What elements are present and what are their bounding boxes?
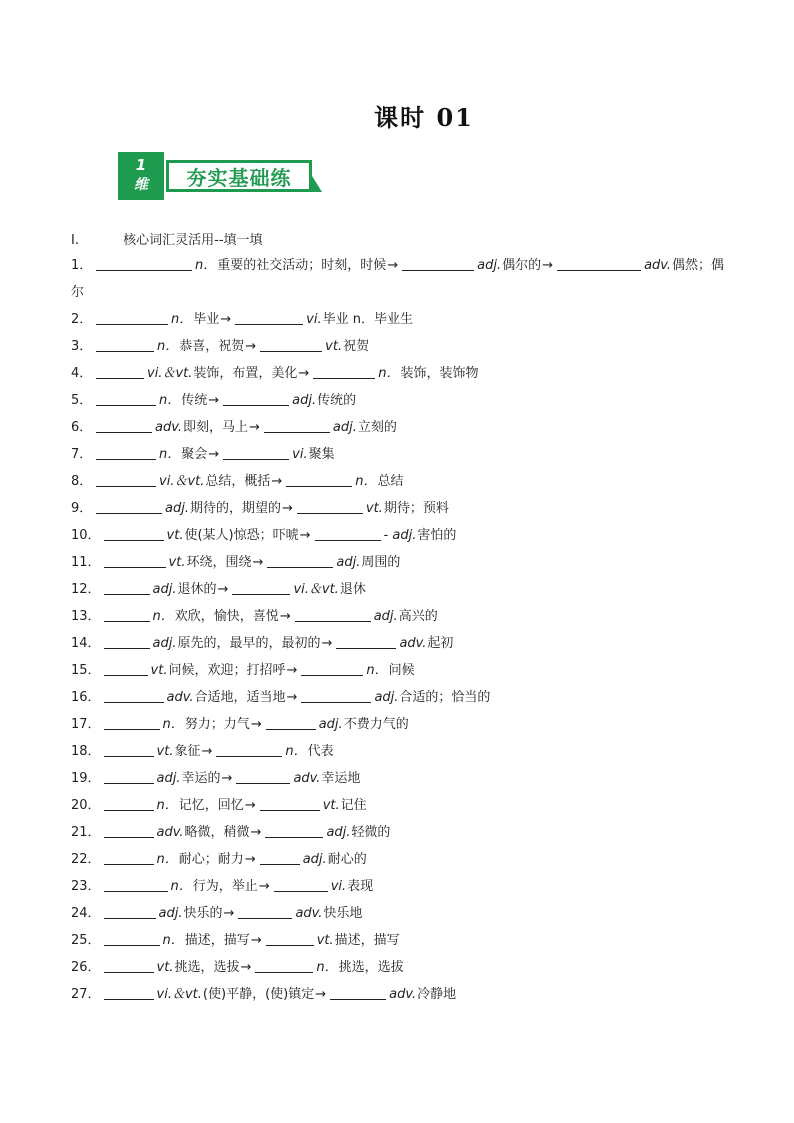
page-title: 课时 01 (374, 103, 474, 132)
part-of-speech: adv. (295, 906, 323, 921)
definition-text: 偶尔的 (502, 258, 542, 273)
part-of-speech: vi.＆vt. (156, 987, 202, 1002)
part-of-speech: n． (366, 663, 388, 678)
badge-level (118, 152, 164, 200)
definition-text: 表现 (347, 879, 374, 894)
exercise-row (71, 792, 731, 819)
definition-text: 环绕，围绕 (186, 555, 252, 570)
answer-blank[interactable] (238, 904, 292, 919)
row-number: 10． (71, 528, 101, 543)
arrow-icon: → (315, 987, 327, 1002)
row-number: 20． (71, 798, 101, 813)
badge-banner (166, 160, 312, 192)
row-number: 4． (71, 366, 93, 381)
definition-text: 代表 (307, 744, 334, 759)
section-heading (71, 229, 263, 248)
part-of-speech: adj. (302, 852, 327, 867)
definition-text: 快乐地 (323, 906, 363, 921)
answer-blank[interactable] (266, 715, 316, 730)
answer-blank[interactable] (104, 823, 154, 838)
definition-text: 描述，描写 (334, 933, 400, 948)
arrow-icon: → (249, 420, 260, 435)
arrow-icon: → (258, 879, 270, 894)
definition-text: 问候 (388, 663, 415, 678)
definition-text: 周围的 (361, 555, 401, 570)
answer-blank[interactable] (266, 931, 314, 946)
answer-blank[interactable] (104, 850, 154, 865)
exercise-row (71, 981, 731, 1008)
exercise-row (71, 495, 731, 522)
answer-blank[interactable] (223, 445, 289, 460)
part-of-speech: adv. (293, 771, 321, 786)
exercise-row (71, 549, 731, 576)
answer-blank[interactable] (264, 418, 330, 433)
part-of-speech: vt. (322, 798, 340, 813)
answer-blank[interactable] (96, 256, 192, 271)
answer-blank[interactable] (265, 823, 323, 838)
part-of-speech: adv. (389, 987, 417, 1002)
definition-text: 记忆，回忆 (178, 798, 244, 813)
definition-text: 聚集 (308, 447, 335, 462)
exercise-row (71, 522, 731, 549)
part-of-speech: adj. (158, 906, 183, 921)
definition-text: 原先的，最早的，最初的 (177, 636, 321, 651)
part-of-speech: vt. (150, 663, 168, 678)
row-number: 3． (71, 339, 93, 354)
definition-text: 问候，欢迎；打招呼 (168, 663, 286, 678)
row-number: 15． (71, 663, 101, 678)
row-number: 5． (71, 393, 93, 408)
answer-blank[interactable] (260, 850, 300, 865)
answer-blank[interactable] (104, 634, 150, 649)
arrow-icon: → (208, 447, 220, 462)
definition-text: 装饰，布置，美化 (193, 366, 298, 381)
definition-text: 恭喜，祝贺 (179, 339, 245, 354)
arrow-icon: → (542, 258, 554, 273)
answer-blank[interactable] (235, 310, 303, 325)
definition-text: 高兴的 (398, 609, 438, 624)
arrow-icon: → (217, 582, 229, 597)
definition-text: 合适地，适当地 (194, 690, 286, 705)
part-of-speech: vt. (325, 339, 343, 354)
row-number: 1． (71, 258, 93, 273)
definition-text: 总结 (377, 474, 404, 489)
definition-text: 聚会 (181, 447, 208, 462)
part-of-speech: adj. (332, 420, 357, 435)
row-number: 24． (71, 906, 101, 921)
definition-text: 毕业 (193, 312, 220, 327)
definition-text: 耐心的 (327, 852, 367, 867)
arrow-icon: → (245, 339, 257, 354)
answer-blank[interactable] (96, 418, 152, 433)
definition-text: 害怕的 (417, 528, 457, 543)
answer-blank[interactable] (104, 931, 160, 946)
answer-blank[interactable] (330, 985, 386, 1000)
part-of-speech: n． (170, 879, 192, 894)
badge-char: 维 (134, 176, 148, 193)
answer-blank[interactable] (104, 769, 154, 784)
definition-text: 祝贺 (343, 339, 370, 354)
answer-blank[interactable] (286, 472, 352, 487)
answer-blank[interactable] (96, 364, 144, 379)
answer-blank[interactable] (96, 337, 154, 352)
answer-blank[interactable] (402, 256, 474, 271)
part-of-speech: vi. (292, 447, 308, 462)
part-of-speech: vt. (316, 933, 334, 948)
definition-text: 不费力气的 (343, 717, 409, 732)
exercise-row (71, 360, 731, 387)
row-number: 12． (71, 582, 101, 597)
row-number: 14． (71, 636, 101, 651)
definition-text: 快乐的 (183, 906, 223, 921)
part-of-speech: vi. (330, 879, 347, 894)
part-of-speech: adv. (156, 825, 184, 840)
answer-blank[interactable] (104, 661, 148, 676)
exercise-row (71, 954, 731, 981)
row-number: 19． (71, 771, 101, 786)
answer-blank[interactable] (104, 796, 154, 811)
part-of-speech: vt. (166, 528, 184, 543)
part-of-speech: adj. (326, 825, 351, 840)
answer-blank[interactable] (96, 499, 162, 514)
part-of-speech: vt. (168, 555, 186, 570)
arrow-icon: → (250, 825, 262, 840)
exercise-row (71, 414, 731, 441)
answer-blank[interactable] (301, 688, 371, 703)
exercise-row (71, 738, 731, 765)
arrow-icon: → (321, 636, 333, 651)
definition-text: 传统 (181, 393, 208, 408)
part-of-speech: adj. (318, 717, 343, 732)
part-of-speech: n． (285, 744, 307, 759)
exercise-row (71, 468, 731, 495)
part-of-speech: vi.＆vt. (293, 582, 339, 597)
arrow-icon: → (286, 663, 298, 678)
part-of-speech: vt. (156, 744, 174, 759)
exercise-row (71, 765, 731, 792)
row-number: 16． (71, 690, 101, 705)
answer-blank[interactable] (313, 364, 375, 379)
answer-blank[interactable] (96, 391, 156, 406)
row-number: 25． (71, 933, 101, 948)
definition-text: 略微，稍微 (184, 825, 250, 840)
part-of-speech: n． (355, 474, 377, 489)
row-number: 26． (71, 960, 101, 975)
exercise-row (71, 846, 731, 873)
answer-blank[interactable] (96, 445, 156, 460)
part-of-speech: n． (159, 393, 181, 408)
row-number: 8． (71, 474, 93, 489)
part-of-speech: n． (156, 798, 178, 813)
part-of-speech: - adj. (383, 528, 417, 543)
definition-text: 行为，举止 (192, 879, 258, 894)
row-number: 22． (71, 852, 101, 867)
row-number: 21． (71, 825, 101, 840)
arrow-icon: → (250, 717, 262, 732)
definition-text: 耐心；耐力 (178, 852, 244, 867)
definition-text: 挑选，选拔 (338, 960, 404, 975)
exercise-row (71, 819, 731, 846)
answer-blank[interactable] (301, 661, 363, 676)
section-label: 核心词汇灵活用--填一填 (123, 233, 263, 248)
answer-blank[interactable] (260, 337, 322, 352)
answer-blank[interactable] (104, 580, 150, 595)
arrow-icon: → (244, 852, 256, 867)
definition-text: 挑选，选拔 (174, 960, 240, 975)
answer-blank[interactable] (297, 499, 363, 514)
part-of-speech: n． (316, 960, 338, 975)
definition-text: 装饰，装饰物 (400, 366, 479, 381)
part-of-speech: vi. (306, 312, 322, 327)
part-of-speech: n． (162, 933, 184, 948)
answer-blank[interactable] (255, 958, 313, 973)
answer-blank[interactable] (216, 742, 282, 757)
answer-blank[interactable] (104, 742, 154, 757)
part-of-speech: adj. (336, 555, 361, 570)
badge-number: 1 (135, 156, 147, 174)
answer-blank[interactable] (104, 958, 154, 973)
part-of-speech: adj. (374, 690, 399, 705)
part-of-speech: n． (159, 447, 181, 462)
answer-blank[interactable] (104, 526, 164, 541)
definition-text: 退休的 (177, 582, 217, 597)
definition-text: 即刻，马上 (182, 420, 248, 435)
part-of-speech: vt. (156, 960, 174, 975)
answer-blank[interactable] (336, 634, 396, 649)
exercise-row (71, 333, 731, 360)
answer-blank[interactable] (104, 553, 166, 568)
arrow-icon: → (387, 258, 399, 273)
exercise-row (71, 387, 731, 414)
part-of-speech: adj. (165, 501, 189, 516)
arrow-icon: → (220, 312, 232, 327)
section-number: I. (71, 233, 79, 248)
answer-blank[interactable] (104, 904, 156, 919)
part-of-speech: adv. (155, 420, 182, 435)
definition-text: 偶然；偶尔 (71, 258, 725, 300)
definition-text: 欢欣，愉快，喜悦 (174, 609, 279, 624)
arrow-icon: → (201, 744, 213, 759)
arrow-icon: → (281, 501, 293, 516)
arrow-icon: → (240, 960, 252, 975)
answer-blank[interactable] (96, 472, 156, 487)
row-number: 13． (71, 609, 101, 624)
exercise-row (71, 441, 731, 468)
answer-blank[interactable] (104, 985, 154, 1000)
part-of-speech: adv. (399, 636, 427, 651)
part-of-speech: n． (195, 258, 217, 273)
row-number: 11． (71, 555, 101, 570)
part-of-speech: adv. (644, 258, 672, 273)
exercise-row (71, 873, 731, 900)
part-of-speech: adv. (166, 690, 194, 705)
arrow-icon: → (244, 798, 256, 813)
definition-text: 重要的社交活动；时刻，时候 (217, 258, 387, 273)
definition-text: 轻微的 (351, 825, 391, 840)
definition-text: 期待的，期望的 (189, 501, 281, 516)
part-of-speech: n． (157, 339, 179, 354)
part-of-speech: vt. (365, 501, 383, 516)
definition-text: (使)平静，(使)镇定 (202, 987, 315, 1002)
arrow-icon: → (250, 933, 262, 948)
row-number: 9． (71, 501, 93, 516)
arrow-icon: → (223, 906, 235, 921)
answer-blank[interactable] (557, 256, 641, 271)
answer-blank[interactable] (236, 769, 290, 784)
arrow-icon: → (221, 771, 233, 786)
arrow-icon: → (208, 393, 220, 408)
arrow-icon: → (271, 474, 283, 489)
section-badge (118, 152, 318, 200)
part-of-speech: vi.＆vt. (147, 366, 193, 381)
part-of-speech: adj. (152, 582, 177, 597)
answer-blank[interactable] (274, 877, 328, 892)
definition-text: 起初 (427, 636, 454, 651)
arrow-icon: → (252, 555, 264, 570)
definition-text: 退休 (339, 582, 366, 597)
part-of-speech: n． (378, 366, 400, 381)
exercise-row (71, 657, 731, 684)
definition-text: 使(某人)惊恐；吓唬 (184, 528, 299, 543)
definition-text: 冷静地 (417, 987, 457, 1002)
answer-blank[interactable] (104, 715, 160, 730)
part-of-speech: adj. (156, 771, 181, 786)
answer-blank[interactable] (260, 796, 320, 811)
definition-text: 立刻的 (357, 420, 397, 435)
part-of-speech: adj. (373, 609, 398, 624)
part-of-speech: n． (162, 717, 184, 732)
badge-corner-icon (312, 176, 322, 192)
answer-blank[interactable] (96, 310, 168, 325)
row-number: 6． (71, 420, 93, 435)
exercise-row (71, 576, 731, 603)
arrow-icon: → (279, 609, 291, 624)
row-number: 23． (71, 879, 101, 894)
row-number: 7． (71, 447, 93, 462)
definition-text: 期待；预料 (383, 501, 449, 516)
definition-text: 描述，描写 (184, 933, 250, 948)
exercise-row (71, 252, 731, 306)
exercise-row (71, 630, 731, 657)
row-number: 18． (71, 744, 101, 759)
exercise-row (71, 927, 731, 954)
answer-blank[interactable] (267, 553, 333, 568)
answer-blank[interactable] (223, 391, 289, 406)
part-of-speech: n． (156, 852, 178, 867)
definition-text: 毕业 n．毕业生 (322, 312, 413, 327)
exercise-row (71, 684, 731, 711)
row-number: 17． (71, 717, 101, 732)
definition-text: 传统的 (317, 393, 357, 408)
definition-text: 幸运的 (181, 771, 221, 786)
part-of-speech: vi.＆vt. (159, 474, 205, 489)
definition-text: 总结，概括 (205, 474, 271, 489)
part-of-speech: n． (171, 312, 193, 327)
arrow-icon: → (299, 528, 311, 543)
badge-label: 夯实基础练 (186, 166, 292, 190)
definition-text: 幸运地 (321, 771, 361, 786)
arrow-icon: → (298, 366, 310, 381)
part-of-speech: adj. (292, 393, 317, 408)
answer-blank[interactable] (104, 877, 168, 892)
definition-text: 象征 (174, 744, 201, 759)
answer-blank[interactable] (104, 688, 164, 703)
definition-text: 合适的；恰当的 (399, 690, 491, 705)
answer-blank[interactable] (315, 526, 381, 541)
answer-blank[interactable] (232, 580, 290, 595)
exercise-row (71, 711, 731, 738)
answer-blank[interactable] (295, 607, 371, 622)
exercise-row (71, 900, 731, 927)
part-of-speech: adj. (152, 636, 177, 651)
definition-text: 努力；力气 (184, 717, 250, 732)
arrow-icon: → (286, 690, 298, 705)
part-of-speech: n． (152, 609, 174, 624)
row-number: 2． (71, 312, 93, 327)
definition-text: 记住 (340, 798, 367, 813)
exercise-list (71, 252, 731, 1008)
exercise-row (71, 306, 731, 333)
part-of-speech: adj. (477, 258, 502, 273)
exercise-row (71, 603, 731, 630)
answer-blank[interactable] (104, 607, 150, 622)
row-number: 27． (71, 987, 101, 1002)
